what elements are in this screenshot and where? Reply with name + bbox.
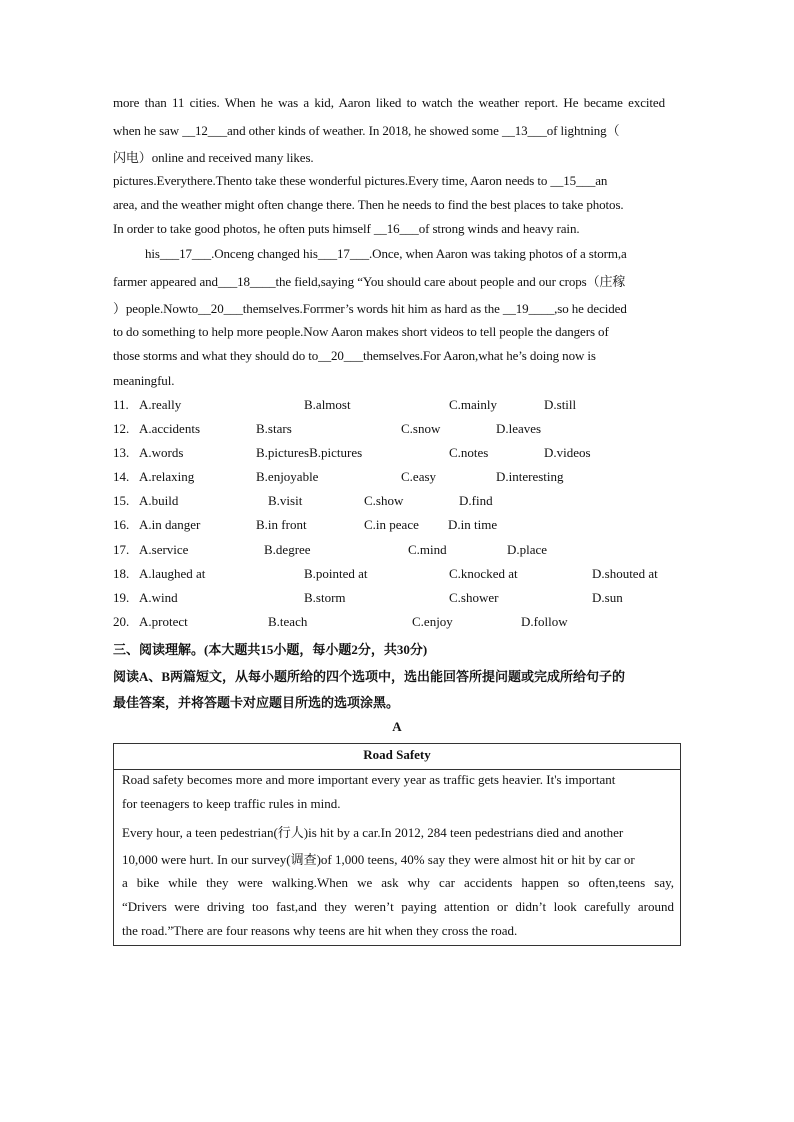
option-a: A.in danger xyxy=(139,517,201,532)
option-a: A.relaxing xyxy=(139,469,195,484)
reading-line: “Drivers were driving too fast,and they weren’t paying attention or didn’t look carefully around xyxy=(122,899,674,914)
option-a: A.really xyxy=(139,397,182,412)
option-c: C.snow xyxy=(401,421,441,436)
option-b: B.stars xyxy=(256,421,292,436)
question-row xyxy=(113,614,683,632)
passage-line: In order to take good photos, he often puts himself __16___of strong winds and heavy rain. xyxy=(113,221,580,236)
option-a: A.wind xyxy=(139,590,178,605)
option-c: C.enjoy xyxy=(412,614,453,629)
question-number: 17. xyxy=(113,542,130,557)
question-row xyxy=(113,469,683,487)
option-d: D.still xyxy=(544,397,577,412)
option-d: D.leaves xyxy=(496,421,542,436)
question-row xyxy=(113,397,683,415)
section-heading: 三、阅读理解。(本大题共15小题，每小题2分，共30分) xyxy=(113,642,428,657)
option-d: D.place xyxy=(507,542,548,557)
question-row xyxy=(113,542,683,560)
option-b: B.degree xyxy=(264,542,311,557)
passage-line: when he saw __12___and other kinds of weather. In 2018, he showed some __13___of lightning（ xyxy=(113,123,620,138)
question-number: 18. xyxy=(113,566,130,581)
option-d: D.shouted at xyxy=(592,566,658,581)
question-number: 11. xyxy=(113,397,129,412)
passage-line: area, and the weather might often change there. Then he needs to find the best places to take photos. xyxy=(113,197,624,212)
passage-line: more than 11 cities. When he was a kid, Aaron liked to watch the weather report. He became excited xyxy=(113,95,665,110)
reading-title: Road Safety xyxy=(114,744,680,770)
option-c: C.shower xyxy=(449,590,499,605)
option-c: C.mainly xyxy=(449,397,498,412)
option-c: C.knocked at xyxy=(449,566,518,581)
option-d: D.videos xyxy=(544,445,591,460)
question-row xyxy=(113,566,683,584)
option-a: A.build xyxy=(139,493,179,508)
reading-line: the road.”There are four reasons why teens are hit when they cross the road. xyxy=(122,923,518,938)
option-b: B.almost xyxy=(304,397,351,412)
option-b: B.picturesB.pictures xyxy=(256,445,363,460)
passage-line: pictures.Everythere.Thento take these wonderful pictures.Every time, Aaron needs to __15___an xyxy=(113,173,608,188)
question-row xyxy=(113,445,683,463)
passage-line: ）people.Nowto__20___themselves.Forrmer’s words hit him as hard as the __19____,so he decided xyxy=(113,301,627,316)
question-row xyxy=(113,493,683,511)
section-instruction: 阅读A、B两篇短文，从每小题所给的四个选项中，选出能回答所提问题或完成所给句子的 xyxy=(113,669,626,684)
passage-line: 闪电）online and received many likes. xyxy=(113,150,314,165)
option-d: D.in time xyxy=(448,517,498,532)
question-number: 16. xyxy=(113,517,130,532)
option-a: A.accidents xyxy=(139,421,201,436)
passage-line: his___17___.Onceng changed his___17___.Once, when Aaron was taking photos of a storm,a xyxy=(145,246,627,261)
option-b: B.visit xyxy=(268,493,303,508)
question-number: 19. xyxy=(113,590,130,605)
option-d: D.interesting xyxy=(496,469,564,484)
option-d: D.sun xyxy=(592,590,623,605)
option-c: C.easy xyxy=(401,469,437,484)
option-d: D.follow xyxy=(521,614,568,629)
option-b: B.teach xyxy=(268,614,308,629)
reading-line: Every hour, a teen pedestrian(行人)is hit by a car.In 2012, 284 teen pedestrians died and another xyxy=(122,825,624,840)
section-instruction: 最佳答案，并将答题卡对应题目所选的选项涂黑。 xyxy=(113,695,400,710)
reading-line: a bike while they were walking.When we ask why car accidents happen so often,teens say, xyxy=(122,875,674,890)
option-d: D.find xyxy=(459,493,493,508)
passage-line: to do something to help more people.Now Aaron makes short videos to tell people the dangers of xyxy=(113,324,609,339)
passage-line: farmer appeared and___18____the field,saying “You should care about people and our crops（庄稼 xyxy=(113,274,626,289)
option-c: C.notes xyxy=(449,445,489,460)
question-row xyxy=(113,421,683,439)
option-b: B.storm xyxy=(304,590,346,605)
question-row xyxy=(113,590,683,608)
option-c: C.show xyxy=(364,493,404,508)
part-label: A xyxy=(392,719,402,734)
question-number: 14. xyxy=(113,469,130,484)
reading-box xyxy=(113,743,681,946)
option-b: B.in front xyxy=(256,517,307,532)
passage-line: meaningful. xyxy=(113,373,175,388)
option-b: B.pointed at xyxy=(304,566,368,581)
option-b: B.enjoyable xyxy=(256,469,319,484)
question-row xyxy=(113,517,683,535)
question-number: 12. xyxy=(113,421,130,436)
option-a: A.laughed at xyxy=(139,566,206,581)
passage-line: those storms and what they should do to__20___themselves.For Aaron,what he’s doing now is xyxy=(113,348,596,363)
question-number: 20. xyxy=(113,614,130,629)
option-a: A.service xyxy=(139,542,189,557)
question-number: 15. xyxy=(113,493,130,508)
reading-line: 10,000 were hurt. In our survey(调查)of 1,000 teens, 40% say they were almost hit or hit by car or xyxy=(122,852,635,867)
option-c: C.in peace xyxy=(364,517,419,532)
option-a: A.protect xyxy=(139,614,188,629)
reading-line: Road safety becomes more and more important every year as traffic gets heavier. It's important xyxy=(122,772,616,787)
reading-line: for teenagers to keep traffic rules in mind. xyxy=(122,796,341,811)
question-number: 13. xyxy=(113,445,130,460)
option-a: A.words xyxy=(139,445,184,460)
option-c: C.mind xyxy=(408,542,447,557)
